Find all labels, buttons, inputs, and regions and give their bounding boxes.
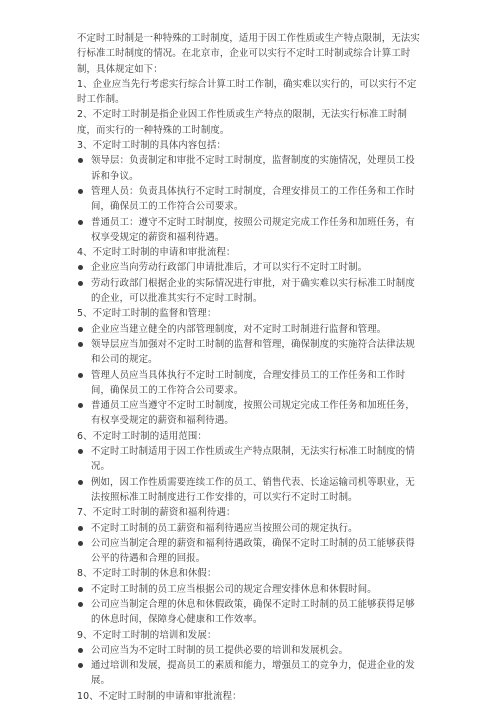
list-item [77, 337, 421, 368]
section-3-heading: 3、不定时工时制的具体内容包括： [77, 140, 226, 152]
bullet-icon [78, 541, 83, 546]
list-item [77, 582, 421, 597]
list-item-text: 管理人员：负责具体执行不定时工时制度，合理安排员工的工作任务和工作时间，确保员工的工作符合公司要求。 [91, 185, 415, 213]
list-item-text: 不定时工时制的员工应当根据公司的规定合理安排休息和休假时间。 [91, 583, 377, 595]
document-body [77, 31, 421, 704]
list-item-text: 普通员工应当遵守不定时工时制度，按照公司规定完成工作任务和加班任务，有权享受规定的薪资和福利待遇。 [91, 400, 415, 427]
list-item [77, 536, 421, 567]
list-item [77, 153, 421, 184]
list-item-text: 企业应当向劳动行政部门申请批准后，才可以实行不定时工时制。 [91, 262, 368, 274]
bullet-icon [78, 189, 83, 194]
list-item [77, 444, 421, 475]
list-item-text: 公司应当制定合理的休息和休假政策，确保不定时工时制的员工能够获得足够的休息时间，保障身心健康和工作效率。 [91, 598, 415, 626]
list-item [77, 260, 421, 275]
list-item [77, 322, 421, 337]
list-item [77, 398, 421, 429]
bullet-icon [78, 265, 83, 270]
bullet-icon [78, 327, 83, 332]
list-item [77, 521, 421, 536]
bullet-icon [78, 281, 83, 286]
bullet-icon [78, 373, 83, 378]
bullet-icon [78, 602, 83, 607]
list-item-text: 不定时工时制适用于因工作性质或生产特点限制，无法实行标准工时制度的情况。 [91, 446, 415, 473]
bullet-icon [78, 158, 83, 163]
section-5-heading: 5、不定时工时制的监督和管理： [77, 308, 217, 320]
section-9-heading: 9、不定时工时制的培训和发展： [77, 629, 217, 641]
paragraph-1: 1、企业应当先行考虑实行综合计算工时工作制，确实难以实行的，可以实行不定时工作制。 [77, 78, 417, 106]
bullet-icon [78, 480, 83, 485]
bullet-icon [78, 663, 83, 668]
bullet-icon [78, 587, 83, 592]
list-item-text: 领导层：负责制定和审批不定时工时制度，监督制度的实施情况，处理员工投诉和争议。 [91, 155, 415, 182]
list-item [77, 643, 421, 658]
bullet-icon [78, 342, 83, 347]
list-item-text: 公司应当制定合理的薪资和福利待遇政策，确保不定时工时制的员工能够获得公平的待遇和合理的回报。 [91, 537, 415, 565]
list-item-text: 不定时工时制的员工薪资和福利待遇应当按照公司的规定执行。 [91, 522, 358, 534]
section-8-heading: 8、不定时工时制的休息和休假： [77, 568, 217, 580]
list-item-text: 劳动行政部门根据企业的实际情况进行审批，对于确实难以实行标准工时制度的企业，可以批准其实行不定时工时制。 [91, 277, 415, 305]
list-item-text: 普通员工：遵守不定时工时制度，按照公司规定完成工作任务和加班任务，有权享受规定的薪资和福利待遇。 [91, 216, 415, 243]
bullet-icon [78, 403, 83, 408]
list-item-text: 管理人员应当具体执行不定时工时制度，合理安排员工的工作任务和工作时间，确保员工的工作符合公司要求。 [91, 369, 406, 396]
list-item [77, 597, 421, 628]
list-item [77, 475, 421, 506]
list-item [77, 215, 421, 246]
intro-paragraph: 不定时工时制是一种特殊的工时制度，适用于因工作性质或生产特点限制，无法实行标准工时制度的情况。在北京市，企业可以实行不定时工时制或综合计算工时制，具体规定如下： [77, 33, 420, 75]
section-4-heading: 4、不定时工时制的申请和审批流程： [77, 247, 236, 259]
section-6-heading: 6、不定时工时制的适用范围： [77, 430, 207, 442]
list-item [77, 184, 421, 215]
bullet-icon [78, 220, 83, 225]
paragraph-2: 2、不定时工时制是指企业因工作性质或生产特点的限制，无法实行标准工时制度，而实行的一种特殊的工时制度。 [77, 109, 407, 136]
list-item-text: 例如，因工作性质需要连续工作的员工、销售代表、长途运输司机等职业，无法按照标准工时制度进行工作安排的，可以实行不定时工时制。 [91, 476, 415, 503]
list-item [77, 658, 421, 689]
list-item-text: 通过培训和发展，提高员工的素质和能力，增强员工的竞争力，促进企业的发展。 [91, 660, 415, 687]
bullet-icon [78, 648, 83, 653]
section-7-heading: 7、不定时工时制的薪资和福利待遇： [77, 507, 236, 519]
list-item-text: 企业应当建立健全的内部管理制度，对不定时工时制进行监督和管理。 [91, 323, 387, 335]
bullet-icon [78, 526, 83, 531]
bullet-icon [78, 449, 83, 454]
list-item [77, 276, 421, 307]
list-item [77, 368, 421, 399]
section-10-heading: 10、不定时工时制的申请和审批流程： [77, 690, 242, 702]
list-item-text: 领导层应当加强对不定时工时制的监督和管理，确保制度的实施符合法律法规和公司的规定。 [91, 338, 415, 366]
list-item-text: 公司应当为不定时工时制的员工提供必要的培训和发展机会。 [91, 644, 349, 656]
